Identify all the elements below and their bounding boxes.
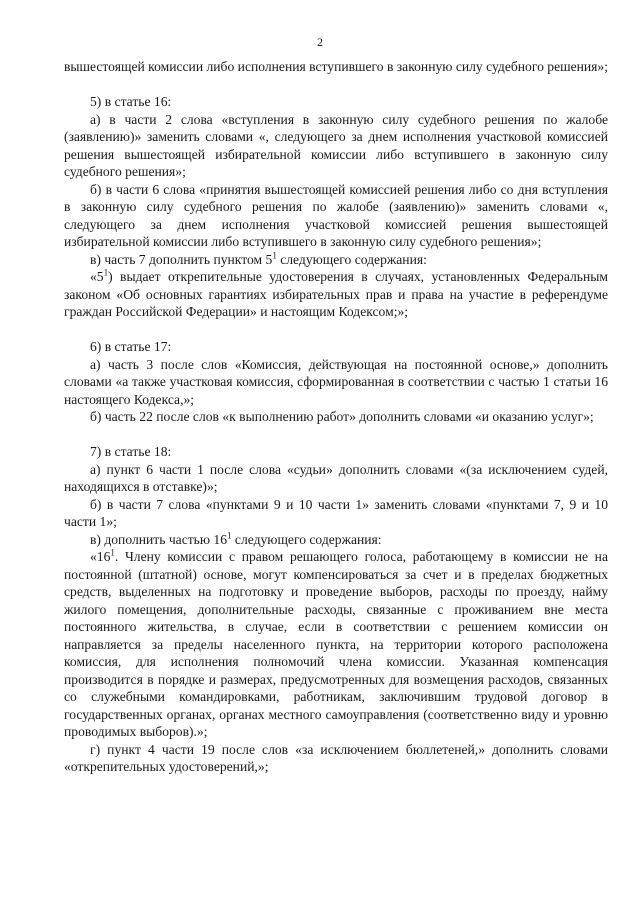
paragraph: г) пункт 4 части 19 после слов «за исключением бюллетеней,» дополнить словами «открепительных удостоверений,»;: [64, 741, 608, 774]
paragraph: [64, 548, 608, 741]
document-body: [64, 58, 608, 776]
paragraph: б) в части 6 слова «принятия вышестоящей комиссией решения либо со дня вступления в законную силу судебного решения по жалобе (заявлению)» заменить словами «, следующего за днем исполнения участковой комиссией решения вышестоящей избирательной комиссии либо вступившего в законную силу судебного решения»;: [64, 181, 608, 249]
superscript: 1: [103, 267, 109, 278]
paragraph: б) часть 22 после слов «к выполнению работ» дополнить словами «и оказанию услуг»;: [90, 409, 594, 424]
text-run: ) выдает открепительные удостоверения в случаях, установленных Федеральным законом «Об основных гарантиях избирательных прав и права на участие в референдуме граждан Российской Федерации» и настоящим Кодексом;»;: [64, 269, 608, 319]
paragraph-gap: [64, 321, 608, 339]
text-run: «5: [90, 269, 104, 284]
superscript: 1: [227, 529, 232, 540]
text-run: следующего содержания:: [231, 531, 382, 547]
paragraph: а) часть 3 после слов «Комиссия, действующая на постоянной основе,» дополнить словами «а также участковая комиссия, сформированная в соответствии с частью 1 статьи 16 настоящего Кодекса,»;: [64, 356, 608, 407]
paragraph: вышестоящей комиссии либо исполнения вступившего в законную силу судебного решения»;: [64, 59, 608, 74]
paragraph: [64, 268, 608, 321]
text-run: . Члену комиссии с правом решающего голоса, работающему в комиссии не на постоянной (штатной) основе, могут компенсироваться за счет и в пределах бюджетных средств, выделенных на подготовку и проведение выборов, расходы по проезду, найму жилого помещения, дополнительные расходы, связанные с проживанием вне места постоянного жительства, в случае, если в соответствии с решением комиссии он направляется за пределы населенного пункта, на территории которого расположена комиссия, для исполнения полномочий члена комиссии. Указанная компенсация производится в порядке и размерах, предусмотренных для возмещения расходов, связанных со служебными командировками, работникам, заключившим трудовой договор в государственных органах, органах местного самоуправления (соответственно виду и уровню проводимых выборов).»;: [64, 549, 608, 739]
paragraph: а) в части 2 слова «вступления в законную силу судебного решения по жалобе (заявлению)» заменить словами «, следующего за днем исполнения участковой комиссией решения вышестоящей избирательной комиссии либо вступившего в законную силу судебного решения»;: [64, 111, 608, 179]
text-run: следующего содержания:: [276, 251, 427, 267]
paragraph-gap: [64, 76, 608, 94]
paragraph: [64, 251, 608, 269]
superscript: 1: [110, 547, 115, 558]
article-heading: 5) в статье 16:: [90, 94, 172, 109]
paragraph: [64, 531, 608, 549]
paragraph: б) в части 7 слова «пунктами 9 и 10 части 1» заменить словами «пунктами 7, 9 и 10 части 1»;: [64, 496, 608, 529]
text-run: в) часть 7 дополнить пунктом 5: [90, 251, 273, 267]
text-run: в) дополнить частью 16: [90, 531, 228, 547]
text-run: «16: [90, 549, 111, 564]
superscript: 1: [272, 249, 277, 260]
paragraph: а) пункт 6 части 1 после слова «судьи» дополнить словами «(за исключением судей, находящихся в отставке)»;: [64, 461, 608, 494]
page-number: 2: [317, 35, 323, 49]
article-heading: 7) в статье 18:: [90, 444, 172, 459]
paragraph-gap: [64, 426, 608, 444]
article-heading: 6) в статье 17:: [90, 339, 172, 354]
